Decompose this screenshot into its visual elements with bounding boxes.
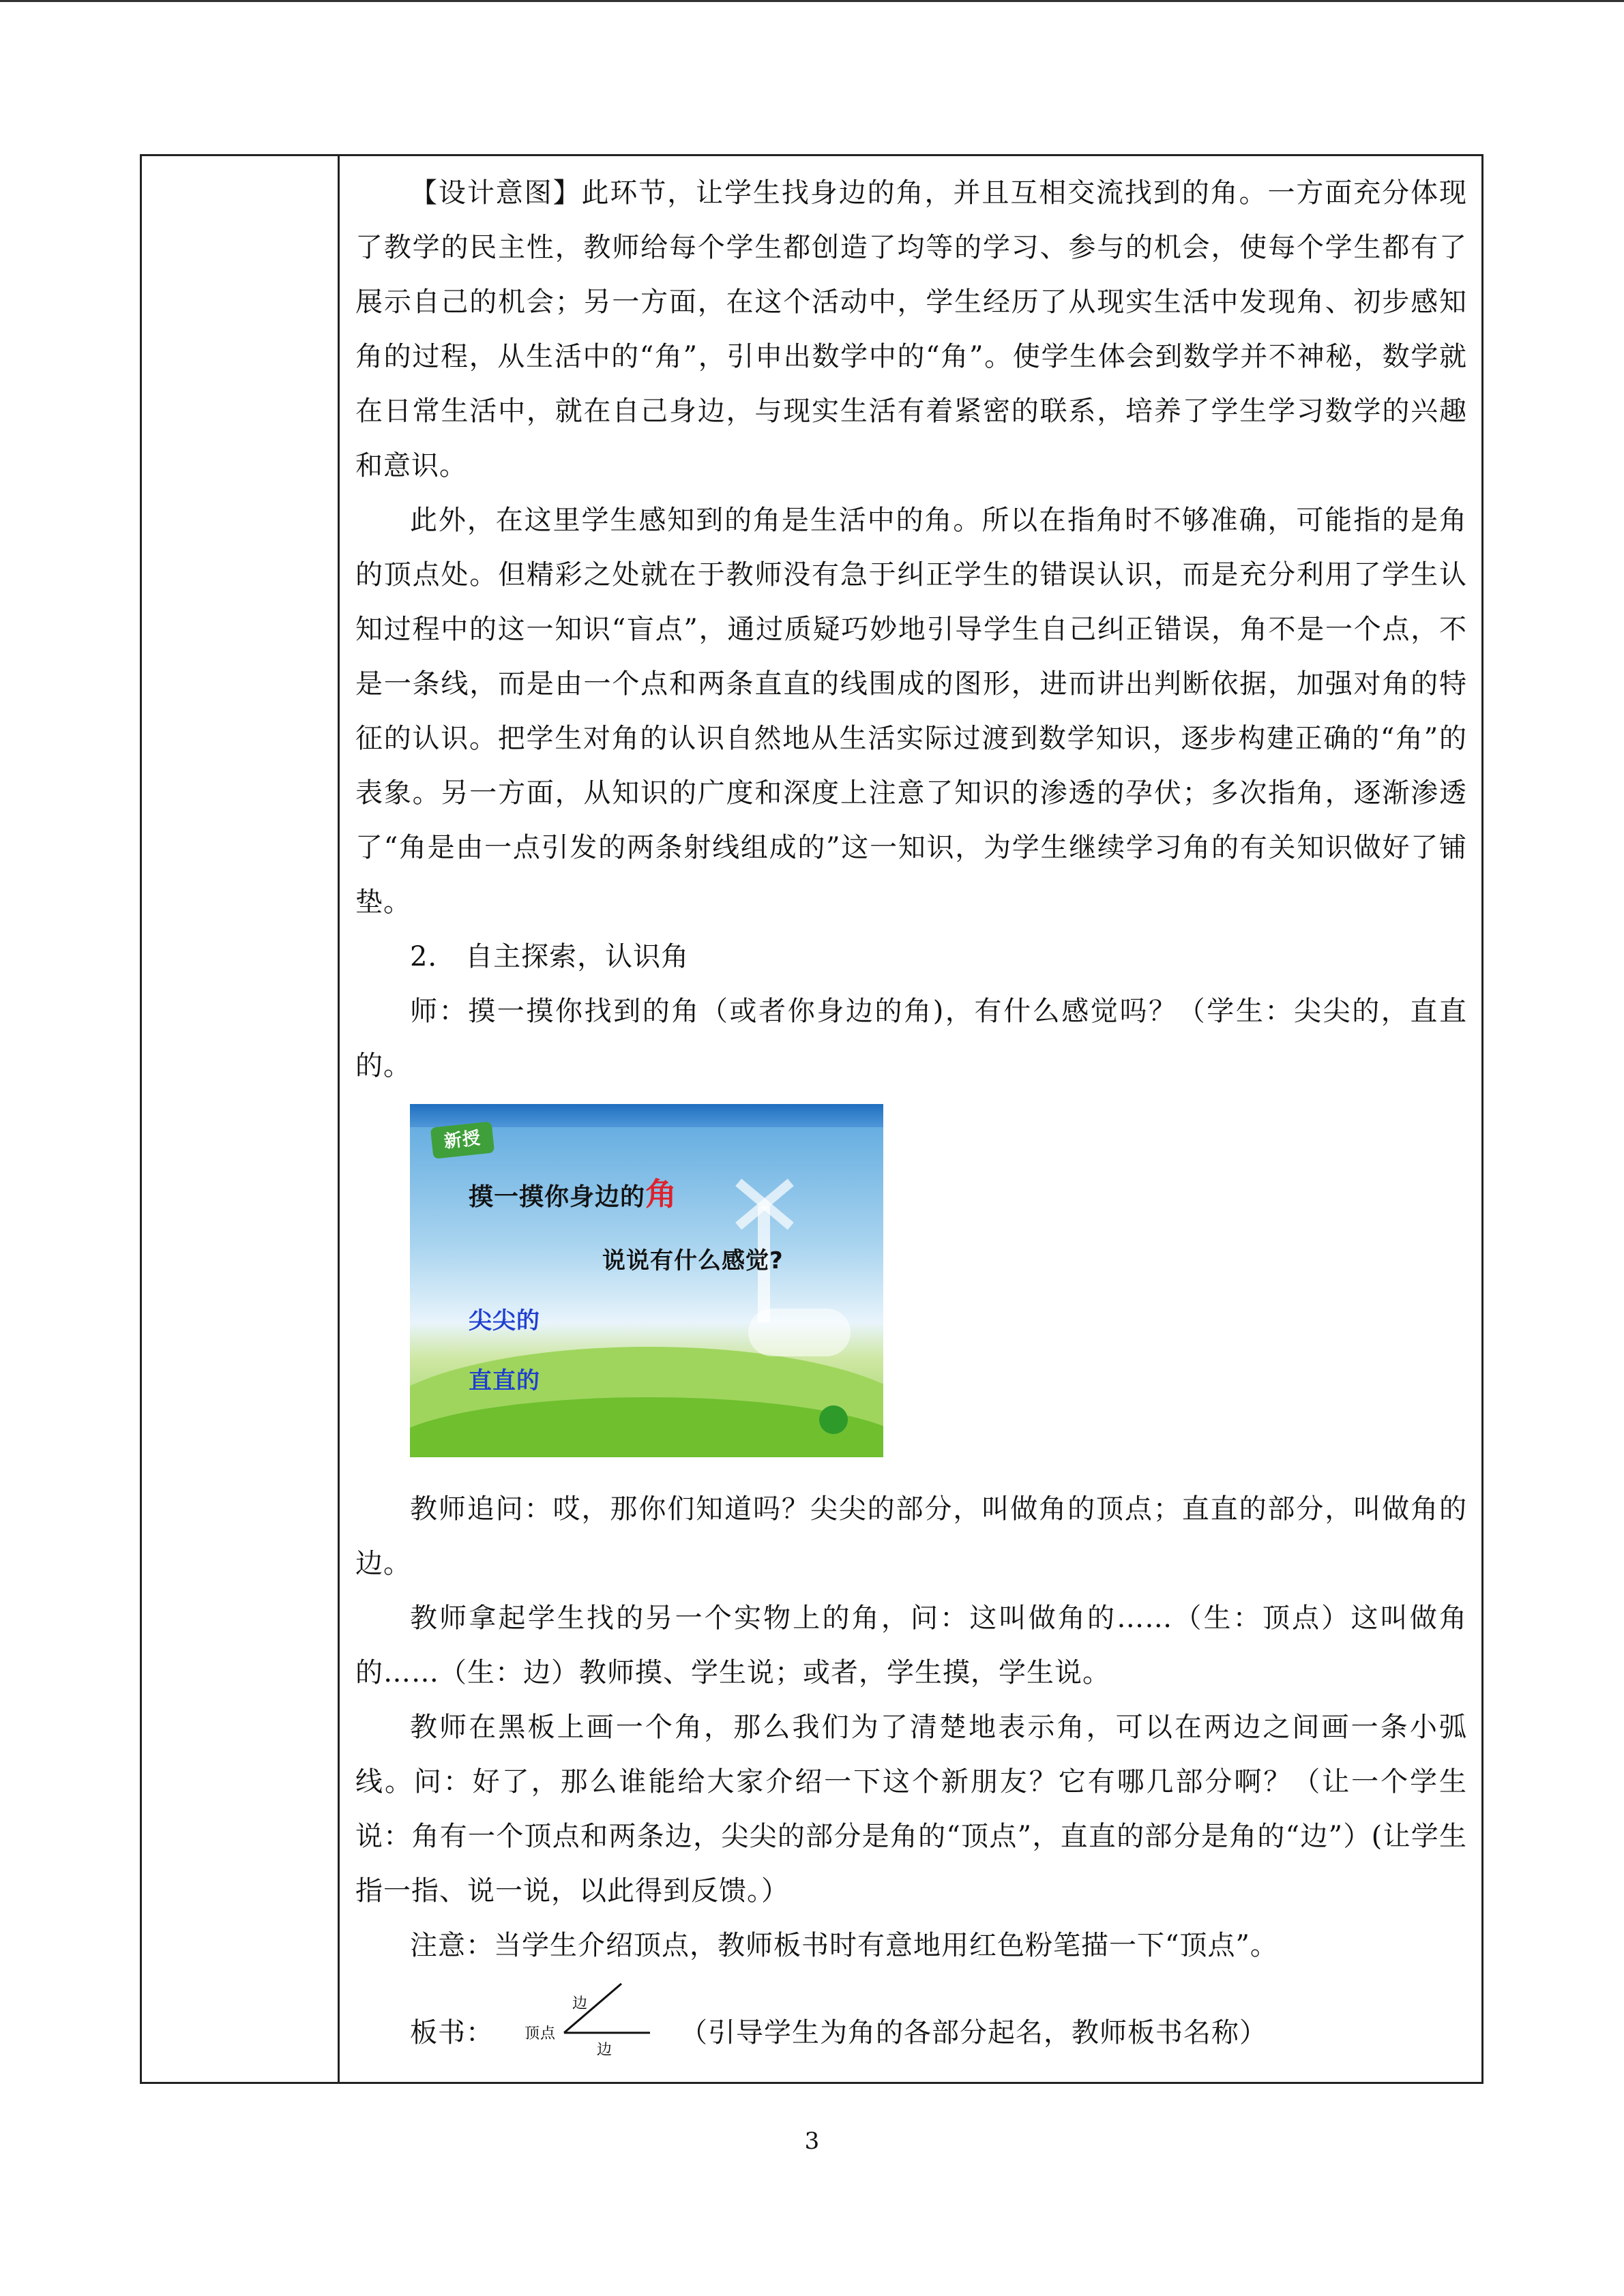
board-writing (355, 1978, 1467, 2060)
table-content-cell (355, 166, 1467, 2060)
lesson-table (140, 154, 1483, 2084)
design-intent-paragraph: 【设计意图】此环节，让学生找身边的角，并且互相交流找到的角。一方面充分体现了教学的民主性，教师给每个学生都创造了均等的学习、参与的机会，使每个学生都有了展示自己的机会；另一方面，在这个活动中，学生经历了从现实生活中发现角、初步感知角的过程，从生活中的“角”，引申出数学中的“角”。使学生体会到数学并不神秘，数学就在日常生活中，就在自己身边，与现实生活有着紧密的联系，培养了学生学习数学的兴趣和意识。 (355, 177, 1467, 481)
angle-diagram (516, 1978, 680, 2060)
note-paragraph: 注意：当学生介绍顶点，教师板书时有意地用红色粉笔描一下“顶点”。 (410, 1930, 1278, 1961)
angle-edge-label-bottom: 边 (597, 2042, 613, 2059)
board-note: （引导学生为角的各部分起名，教师板书名称） (680, 2017, 1267, 2048)
slide-answer-2: 直直的 (469, 1367, 540, 1395)
section-heading: 2． 自主探索，认识角 (410, 941, 690, 972)
slide-badge: 新授 (430, 1121, 494, 1159)
object-angle-paragraph: 教师拿起学生找的另一个实物上的角，问：这叫做角的……（生：顶点）这叫做角的……（生：边）教师摸、学生说；或者，学生摸，学生说。 (355, 1602, 1467, 1688)
slide-highlight-word: 角 (645, 1176, 678, 1212)
angle-edge-label-top: 边 (572, 1995, 589, 2012)
clover-icon (819, 1405, 848, 1434)
analysis-paragraph: 此外，在这里学生感知到的角是生活中的角。所以在指角时不够准确，可能指的是角的顶点处。但精彩之处就在于教师没有急于纠正学生的错误认识，而是充分利用了学生认知过程中的这一知识“盲点”，通过质疑巧妙地引导学生自己纠正错误，角不是一个点，不是一条线，而是由一个点和两条直直的线围成的图形，进而讲出判断依据，加强对角的特征的认识。把学生对角的认识自然地从生活实际过渡到数学知识，逐步构建正确的“角”的表象。另一方面，从知识的广度和深度上注意了知识的渗透的孕伏；多次指角，逐渐渗透了“角是由一点引发的两条射线组成的”这一知识，为学生继续学习角的有关知识做好了铺垫。 (355, 505, 1467, 918)
page-top-rule (0, 0, 1624, 2)
slide-line-1 (469, 1178, 677, 1214)
page-number: 3 (804, 2128, 820, 2155)
table-left-column (142, 156, 340, 2082)
slide-line-2: 说说有什么感觉? (602, 1247, 784, 1274)
courseware-slide (410, 1104, 883, 1457)
blackboard-paragraph: 教师在黑板上画一个角，那么我们为了清楚地表示角，可以在两边之间画一条小弧线。问：好了，那么谁能给大家介绍一下这个新朋友？它有哪几部分啊？（让一个学生说：角有一个顶点和两条边，尖尖的部分是角的“顶点”，直直的部分是角的“边”）(让学生指一指、说一说，以此得到反馈。） (355, 1712, 1467, 1907)
slide-line-1-text: 摸一摸你身边的 (469, 1183, 646, 1211)
angle-vertex-label: 顶点 (525, 2025, 557, 2042)
follow-up-paragraph: 教师追问：哎，那你们知道吗？尖尖的部分，叫做角的顶点；直直的部分，叫做角的边。 (355, 1493, 1467, 1579)
board-label: 板书： (410, 2017, 494, 2048)
slide-answer-1: 尖尖的 (469, 1307, 540, 1335)
teacher-question-paragraph: 师：摸一摸你找到的角（或者你身边的角)，有什么感觉吗？（学生：尖尖的，直直的。 (355, 996, 1467, 1082)
